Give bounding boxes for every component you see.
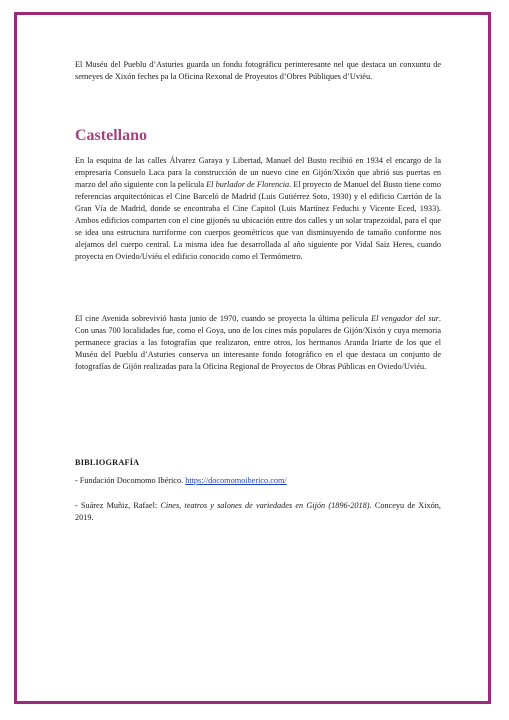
book-title: Cines, teatros y salones de variedades en Gijón (1896-2018)	[160, 501, 370, 510]
bibliography-item-docomomo	[75, 475, 441, 487]
bibliography-item-2-prefix: - Suárez Muñiz, Rafael:	[75, 501, 161, 510]
bibliography-item-suarez	[75, 500, 441, 524]
paragraph-2-text-b: . Con unas 700 localidades fue, como el Goya, uno de los cines más populares de Gijón/Xixón y cuya memoria permanece gracias a las fotografías que realizaron, entre otros, los hermanos Aranda Iriarte de los que el Muséu del Pueblu d’Asturies conserva un interesante fondo fotográfico en el que destaca un conjunto de fotografías de Gijón realizadas para la Oficina Regional de Proyectos de Obras Públicas en Oviedo/Uviéu.	[75, 314, 441, 371]
film-title-burlador: El burlador de Florencia	[206, 180, 290, 189]
castellano-paragraph-1	[75, 155, 441, 263]
bibliography-item-2-suffix: . Conceyu de Xixón, 2019.	[75, 501, 441, 522]
film-title-vengador: El vengador del sur	[371, 314, 439, 323]
intro-paragraph: El Muséu del Pueblu d’Asturies guarda un fondu fotográficu perinteresante nel que destaca un conxuntu de semeyes de Xixón feches pa la Oficina Rexonal de Proyeutos d’Obres Públiques d’Uviéu.	[75, 60, 441, 81]
document-body	[75, 59, 441, 522]
docomomo-link[interactable]: https://docomomoiberico.com/	[185, 476, 287, 485]
bibliography-item-1-prefix: - Fundación Docomomo Ibérico.	[75, 476, 186, 485]
castellano-paragraph-2	[75, 313, 441, 373]
section-heading-castellano: Castellano	[75, 127, 147, 144]
paragraph-1-text-b: . El proyecto de Manuel del Busto tiene como referencias arquitectónicas el Cine Barceló de Madrid (Luis Gutiérrez Soto, 1930) y el edificio Carrión de la Gran Vía de Madrid, donde se encontraba el Cine Capitol (Luis Martínez Feduchi y Vicente Eced, 1933). Ambos edificios comparten con el cine gijonés su ubicación entre dos calles y un solar trapezoidal, para el que se idea una estructura turriforme con cuerpos geométricos que van disminuyendo de tamaño conforme nos alejamos del cuerpo central. La misma idea fue desarrollada al año siguiente por Vidal Saiz Heres, cuando proyecta en Oviedo/Uviéu el edificio conocido como el Termómetro.	[75, 180, 441, 261]
paragraph-2-text-a: El cine Avenida sobrevivió hasta junio de 1970, cuando se proyecta la última película	[75, 314, 372, 323]
paragraph-1-text-a: En la esquina de las calles Álvarez Garaya y Libertad, Manuel del Busto recibió en 1934 el encargo de la empresaria Consuelo Laca para la construcción de un nuevo cine en Gijón/Xixón que abrió sus puertas en marzo del año siguiente con la película	[75, 156, 441, 189]
bibliography-heading: BIBLIOGRAFÍA	[75, 458, 140, 467]
